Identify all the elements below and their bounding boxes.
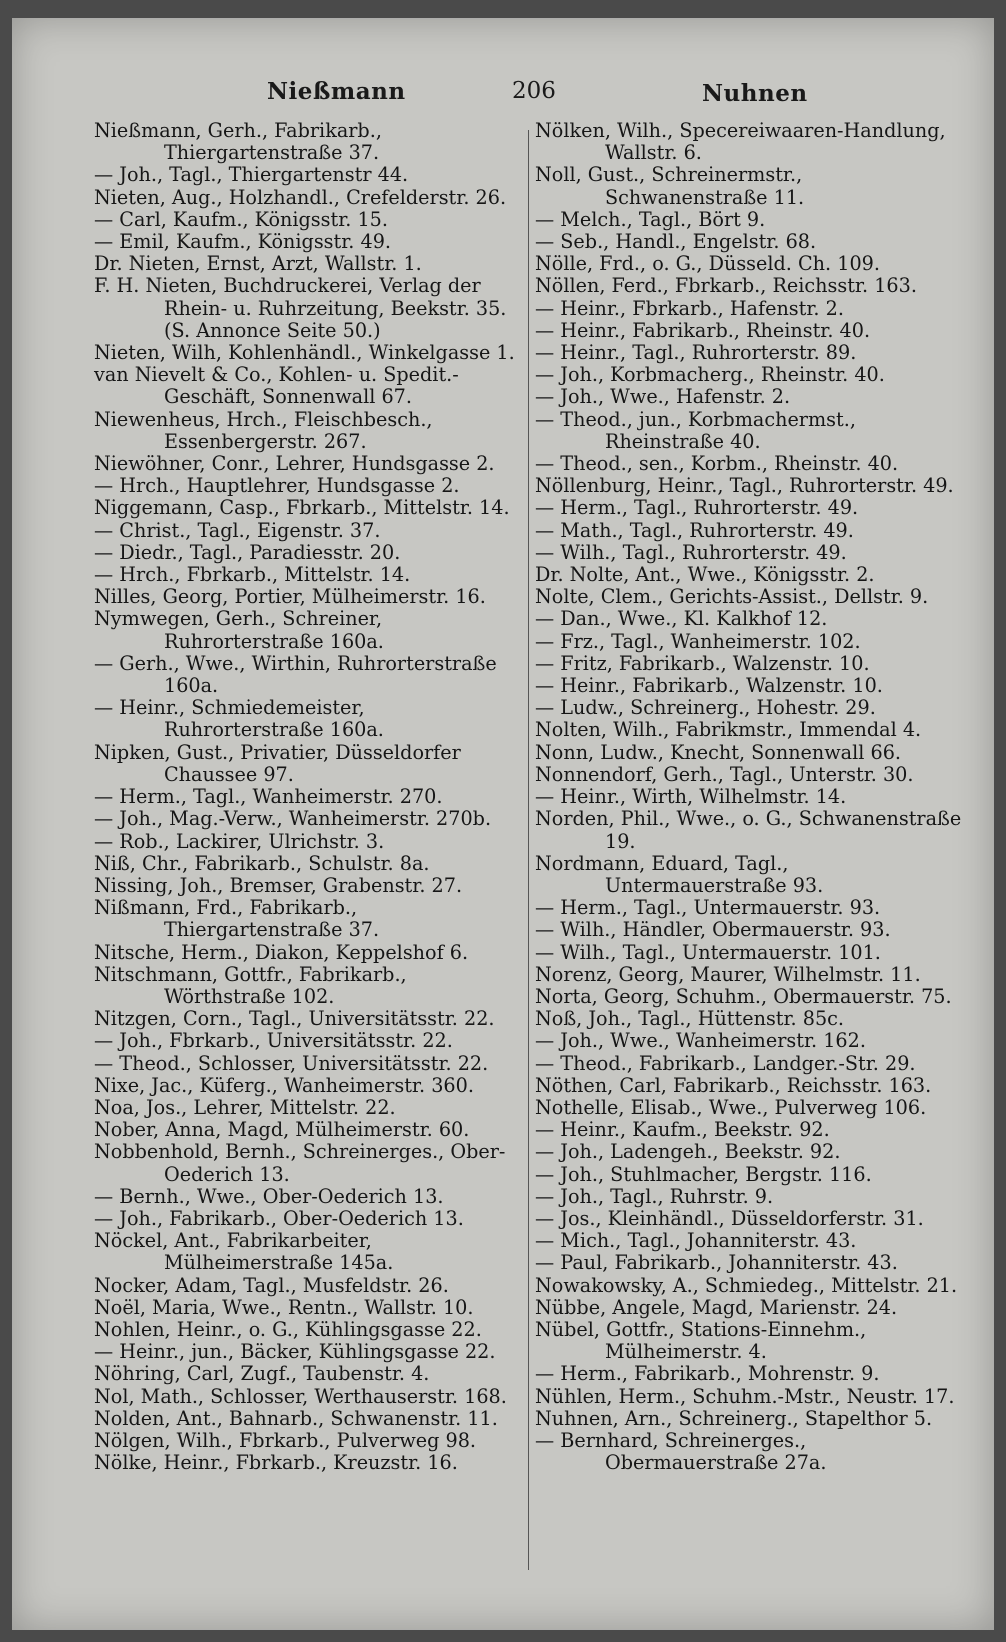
- directory-entry: Nölle, Frd., o. G., Düsseld. Ch. 109.: [535, 252, 880, 276]
- directory-entry: van Nievelt & Co., Kohlen- u. Spedit.-Geschäft, Sonnenwall 67.: [94, 363, 459, 409]
- directory-entry: — Theod., sen., Korbm., Rheinstr. 40.: [535, 452, 899, 476]
- directory-entry: Nieten, Wilh, Kohlenhändl., Winkelgasse 1.: [94, 341, 515, 365]
- directory-entry: Nitsche, Herm., Diakon, Keppelshof 6.: [94, 940, 469, 964]
- directory-entry: Nölken, Wilh., Specereiwaaren-Handlung, Wallstr. 6.: [535, 119, 946, 165]
- directory-entry: Nobbenhold, Bernh., Schreinerges., Ober-Oederich 13.: [94, 1140, 506, 1186]
- directory-entry: — Theod., Fabrikarb., Landger.-Str. 29.: [535, 1051, 916, 1075]
- directory-entry: — Joh., Tagl., Ruhrstr. 9.: [535, 1184, 774, 1208]
- directory-entry: — Heinr., Wirth, Wilhelmstr. 14.: [535, 785, 847, 809]
- directory-entry: Nordmann, Eduard, Tagl., Untermauerstraße 93.: [535, 851, 824, 897]
- directory-entry: Nilles, Georg, Portier, Mülheimerstr. 16.: [94, 585, 486, 609]
- directory-entry: — Mich., Tagl., Johanniterstr. 43.: [535, 1229, 857, 1253]
- directory-entry: — Bernhard, Schreinerges., Obermauerstraße 27a.: [535, 1428, 827, 1475]
- directory-entry: — Joh., Mag.-Verw., Wanheimerstr. 270b.: [94, 807, 492, 831]
- directory-entry: — Diedr., Tagl., Paradiesstr. 20.: [94, 540, 401, 564]
- directory-entry: Nymwegen, Gerh., Schreiner, Ruhrorterstraße 160a.: [94, 607, 384, 653]
- directory-entry: — Joh., Stuhlmacher, Bergstr. 116.: [535, 1162, 872, 1186]
- directory-entry: Norenz, Georg, Maurer, Wilhelmstr. 11.: [535, 962, 921, 986]
- directory-entry: — Joh., Korbmacherg., Rheinstr. 40.: [535, 363, 885, 387]
- directory-entry: Norden, Phil., Wwe., o. G., Schwanenstraße 19.: [535, 807, 962, 853]
- directory-entry: Nühlen, Herm., Schuhm.-Mstr., Neustr. 17.: [535, 1384, 955, 1408]
- directory-entry: Nol, Math., Schlosser, Werthauserstr. 168.: [94, 1384, 507, 1408]
- directory-entry: Dr. Nieten, Ernst, Arzt, Wallstr. 1.: [94, 252, 422, 276]
- directory-entry: Nothelle, Elisab., Wwe., Pulverweg 106.: [535, 1095, 927, 1119]
- directory-entry: Nöhring, Carl, Zugf., Taubenstr. 4.: [94, 1362, 430, 1386]
- directory-entry: Niß, Chr., Fabrikarb., Schulstr. 8a.: [94, 851, 430, 875]
- directory-entry: Nowakowsky, A., Schmiedeg., Mittelstr. 21.: [535, 1273, 958, 1297]
- directory-entry: — Wilh., Tagl., Ruhrorterstr. 49.: [535, 540, 847, 564]
- header-left-keyword: Nießmann: [267, 78, 406, 105]
- column-divider: [528, 130, 529, 1570]
- directory-entry: — Heinr., jun., Bäcker, Kühlingsgasse 22.: [94, 1340, 496, 1364]
- directory-entry: — Carl, Kaufm., Königsstr. 15.: [94, 207, 388, 231]
- directory-entry: — Heinr., Tagl., Ruhrorterstr. 89.: [535, 341, 857, 365]
- directory-entry: Nolte, Clem., Gerichts-Assist., Dellstr. 9.: [535, 585, 929, 609]
- directory-entry: — Heinr., Fabrikarb., Walzenstr. 10.: [535, 674, 883, 698]
- directory-entry: Niewöhner, Conr., Lehrer, Hundsgasse 2.: [94, 452, 495, 476]
- directory-entry: Nieten, Aug., Holzhandl., Crefelderstr. 26.: [94, 185, 507, 209]
- directory-entry: Nolden, Ant., Bahnarb., Schwanenstr. 11.: [94, 1406, 498, 1430]
- directory-entry: Nitzgen, Corn., Tagl., Universitätsstr. 22.: [94, 1007, 495, 1031]
- directory-entry: — Heinr., Kaufm., Beekstr. 92.: [535, 1118, 830, 1142]
- directory-entry: Nißmann, Frd., Fabrikarb., Thiergartenstraße 37.: [94, 896, 380, 942]
- directory-entry: Noll, Gust., Schreinermstr., Schwanenstraße 11.: [535, 163, 805, 209]
- directory-entry: — Bernh., Wwe., Ober-Oederich 13.: [94, 1184, 444, 1208]
- right-column: [535, 120, 967, 1474]
- directory-entry: — Dan., Wwe., Kl. Kalkhof 12.: [535, 607, 828, 631]
- directory-entry: Niewenheus, Hrch., Fleischbesch., Essenbergerstr. 267.: [94, 407, 433, 453]
- directory-entry: Nolten, Wilh., Fabrikmstr., Immendal 4.: [535, 718, 922, 742]
- directory-entry: Noß, Joh., Tagl., Hüttenstr. 85c.: [535, 1007, 845, 1031]
- directory-entry: — Rob., Lackirer, Ulrichstr. 3.: [94, 829, 385, 853]
- directory-entry: — Theod., jun., Korbmachermst., Rheinstraße 40.: [535, 407, 856, 453]
- directory-entry: Nuhnen, Arn., Schreinerg., Stapelthor 5.: [535, 1406, 933, 1430]
- directory-entry: Nießmann, Gerh., Fabrikarb., Thiergartenstraße 37.: [94, 119, 382, 165]
- directory-entry: — Herm., Tagl., Untermauerstr. 93.: [535, 896, 881, 920]
- directory-entry: Nissing, Joh., Bremser, Grabenstr. 27.: [94, 873, 463, 897]
- directory-entry: — Paul, Fabrikarb., Johanniterstr. 43.: [535, 1251, 898, 1275]
- directory-entry: Nohlen, Heinr., o. G., Kühlingsgasse 22.: [94, 1317, 482, 1341]
- directory-entry: — Jos., Kleinhändl., Düsseldorferstr. 31.: [535, 1206, 924, 1230]
- directory-entry: — Wilh., Händler, Obermauerstr. 93.: [535, 918, 891, 942]
- directory-entry: — Joh., Wwe., Hafenstr. 2.: [535, 385, 791, 409]
- page-header: [12, 64, 994, 107]
- directory-entry: Nitschmann, Gottfr., Fabrikarb., Wörthstraße 102.: [94, 962, 407, 1008]
- directory-entry: Nöckel, Ant., Fabrikarbeiter, Mülheimerstraße 145a.: [94, 1229, 394, 1275]
- directory-entry: F. H. Nieten, Buchdruckerei, Verlag der Rhein- u. Ruhrzeitung, Beekstr. 35. (S. Annonce Seite 50.): [94, 274, 507, 342]
- directory-entry: — Herm., Tagl., Ruhrorterstr. 49.: [535, 496, 859, 520]
- directory-entry: Dr. Nolte, Ant., Wwe., Königsstr. 2.: [535, 563, 875, 587]
- directory-entry: Nixe, Jac., Küferg., Wanheimerstr. 360.: [94, 1073, 474, 1097]
- directory-entry: Noël, Maria, Wwe., Rentn., Wallstr. 10.: [94, 1295, 474, 1319]
- directory-entry: Norta, Georg, Schuhm., Obermauerstr. 75.: [535, 984, 952, 1008]
- directory-entry: Nocker, Adam, Tagl., Musfeldstr. 26.: [94, 1273, 449, 1297]
- directory-entry: — Joh., Fabrikarb., Ober-Oederich 13.: [94, 1206, 464, 1230]
- directory-entry: Niggemann, Casp., Fbrkarb., Mittelstr. 14.: [94, 496, 510, 520]
- directory-entry: — Emil, Kaufm., Königsstr. 49.: [94, 230, 392, 254]
- directory-entry: — Joh., Tagl., Thiergartenstr 44.: [94, 163, 409, 187]
- directory-entry: — Herm., Fabrikarb., Mohrenstr. 9.: [535, 1362, 880, 1386]
- directory-entry: Nübbe, Angele, Magd, Marienstr. 24.: [535, 1295, 898, 1319]
- directory-entry: Nonn, Ludw., Knecht, Sonnenwall 66.: [535, 740, 902, 764]
- directory-entry: — Heinr., Fbrkarb., Hafenstr. 2.: [535, 296, 844, 320]
- directory-entry: Nöllenburg, Heinr., Tagl., Ruhrorterstr. 49.: [535, 474, 954, 498]
- directory-entry: Nübel, Gottfr., Stations-Einnehm., Mülheimerstr. 4.: [535, 1317, 867, 1364]
- directory-entry: — Joh., Ladengeh., Beekstr. 92.: [535, 1140, 841, 1164]
- page-number: 206: [512, 78, 556, 104]
- directory-entry: — Wilh., Tagl., Untermauerstr. 101.: [535, 940, 881, 964]
- directory-page: [12, 18, 994, 1630]
- directory-entry: — Theod., Schlosser, Universitätsstr. 22.: [94, 1051, 489, 1075]
- directory-entry: — Hrch., Fbrkarb., Mittelstr. 14.: [94, 563, 411, 587]
- directory-entry: Nöthen, Carl, Fabrikarb., Reichsstr. 163.: [535, 1073, 932, 1097]
- directory-entry: Nöllen, Ferd., Fbrkarb., Reichsstr. 163.: [535, 274, 917, 298]
- directory-entry: — Gerh., Wwe., Wirthin, Ruhrorterstraße 160a.: [94, 651, 497, 698]
- directory-entry: — Joh., Fbrkarb., Universitätsstr. 22.: [94, 1029, 453, 1053]
- directory-entry: Nober, Anna, Magd, Mülheimerstr. 60.: [94, 1118, 470, 1142]
- directory-entry: — Ludw., Schreinerg., Hohestr. 29.: [535, 696, 876, 720]
- directory-entry: — Heinr., Fabrikarb., Rheinstr. 40.: [535, 318, 871, 342]
- directory-entry: — Hrch., Hauptlehrer, Hundsgasse 2.: [94, 474, 460, 498]
- directory-entry: — Heinr., Schmiedemeister, Ruhrorterstraße 160a.: [94, 696, 384, 742]
- header-right-keyword: Nuhnen: [702, 80, 808, 107]
- directory-entry: — Herm., Tagl., Wanheimerstr. 270.: [94, 785, 443, 809]
- directory-entry: — Melch., Tagl., Bört 9.: [535, 207, 766, 231]
- directory-entry: — Seb., Handl., Engelstr. 68.: [535, 230, 817, 254]
- directory-entry: — Joh., Wwe., Wanheimerstr. 162.: [535, 1029, 866, 1053]
- directory-entry: — Fritz, Fabrikarb., Walzenstr. 10.: [535, 651, 870, 675]
- directory-entry: — Christ., Tagl., Eigenstr. 37.: [94, 518, 381, 542]
- left-column: [94, 120, 522, 1474]
- directory-entry: — Math., Tagl., Ruhrorterstr. 49.: [535, 518, 854, 542]
- directory-entry: — Frz., Tagl., Wanheimerstr. 102.: [535, 629, 861, 653]
- directory-entry: Nölgen, Wilh., Fbrkarb., Pulverweg 98.: [94, 1428, 477, 1452]
- directory-entry: Nölke, Heinr., Fbrkarb., Kreuzstr. 16.: [94, 1451, 458, 1475]
- directory-entry: Nonnendorf, Gerh., Tagl., Unterstr. 30.: [535, 762, 914, 786]
- directory-entry: Noa, Jos., Lehrer, Mittelstr. 22.: [94, 1095, 396, 1119]
- directory-entry: Nipken, Gust., Privatier, Düsseldorfer Chaussee 97.: [94, 740, 461, 786]
